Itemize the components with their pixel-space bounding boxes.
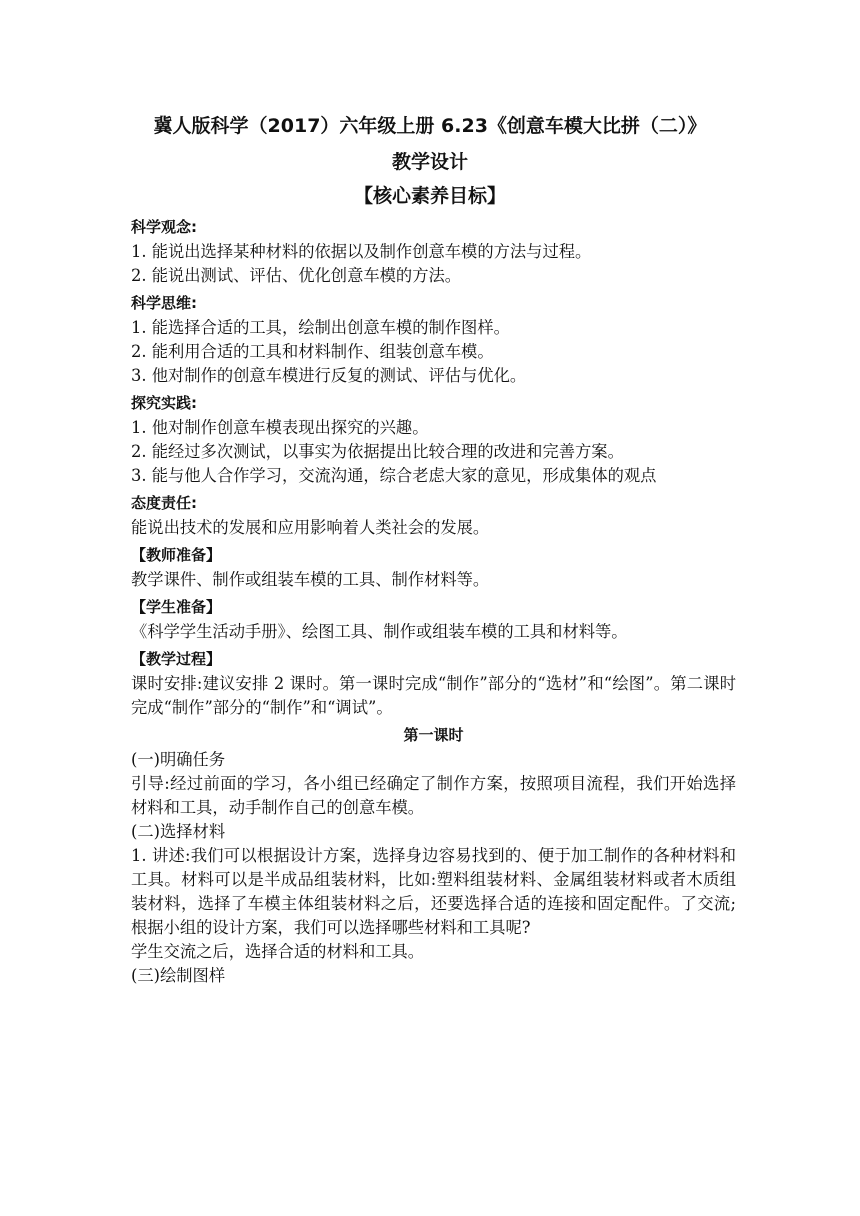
attitude-text: 能说出技术的发展和应用影响着人类社会的发展。 [131, 518, 490, 537]
teaching-process-heading: 【教学过程】 [131, 650, 222, 668]
schedule-text: 课时安排:建议安排 2 课时。第一课时完成“制作”部分的“选材”和“绘图”。第二课时完成“制作”部分的“制作”和“调试”。 [131, 674, 736, 717]
science-thinking-heading: 科学思维: [131, 294, 197, 312]
science-thinking-item-1: 1. 能选择合适的工具，绘制出创意车模的制作图样。 [131, 318, 510, 337]
inquiry-practice-heading: 探究实践: [131, 394, 197, 412]
document-body [131, 214, 736, 988]
science-concept-heading: 科学观念: [131, 218, 197, 236]
science-concept-item-1: 1. 能说出选择某种材料的依据以及制作创意车模的方法与过程。 [131, 242, 592, 261]
step-one-text: 引导:经过前面的学习，各小组已经确定了制作方案，按照项目流程，我们开始选择材料和工具，动手制作自己的创意车模。 [131, 774, 736, 817]
step-two-title: (二)选择材料 [131, 822, 226, 841]
inquiry-practice-item-3: 3. 能与他人合作学习，交流沟通，综合老虑大家的意见，形成集体的观点 [131, 466, 657, 485]
student-prep-heading: 【学生准备】 [131, 598, 222, 616]
step-two-text-2: 学生交流之后，选择合适的材料和工具。 [131, 942, 425, 961]
science-thinking-item-3: 3. 他对制作的创意车模进行反复的测试、评估与优化。 [131, 366, 527, 385]
science-thinking-item-2: 2. 能利用合适的工具和材料制作、组装创意车模。 [131, 342, 494, 361]
lesson-one-title: 第一课时 [403, 726, 464, 744]
inquiry-practice-item-1: 1. 他对制作创意车模表现出探究的兴趣。 [131, 418, 429, 437]
document-subtitle: 教学设计 [391, 151, 468, 173]
science-concept-item-2: 2. 能说出测试、评估、优化创意车模的方法。 [131, 266, 462, 285]
inquiry-practice-item-2: 2. 能经过多次测试，以事实为依据提出比较合理的改进和完善方案。 [131, 442, 624, 461]
step-one-title: (一)明确任务 [131, 750, 226, 769]
teacher-prep-heading: 【教师准备】 [131, 546, 222, 564]
step-two-text: 1. 讲述:我们可以根据设计方案，选择身边容易找到的、便于加工制作的各种材料和工具。材料可以是半成品组装材料，比如:塑料组装材料、金属组装材料或者木质组装材料，选择了车模主体组装材料之后，还要选择合适的连接和固定配件。了交流;根据小组的设计方案，我们可以选择哪些材料和工具呢? [131, 846, 736, 937]
student-prep-text: 《科学学生活动手册》、绘图工具、制作或组装车模的工具和材料等。 [131, 622, 628, 641]
core-literacy-heading: 【核心素养目标】 [353, 185, 506, 207]
attitude-heading: 态度责任: [131, 494, 197, 512]
teacher-prep-text: 教学课件、制作或组装车模的工具、制作材料等。 [131, 570, 490, 589]
document-title: 冀人版科学（2017）六年级上册 6.23《创意车模大比拼（二）》 [153, 115, 707, 137]
step-three-title: (三)绘制图样 [131, 966, 226, 985]
